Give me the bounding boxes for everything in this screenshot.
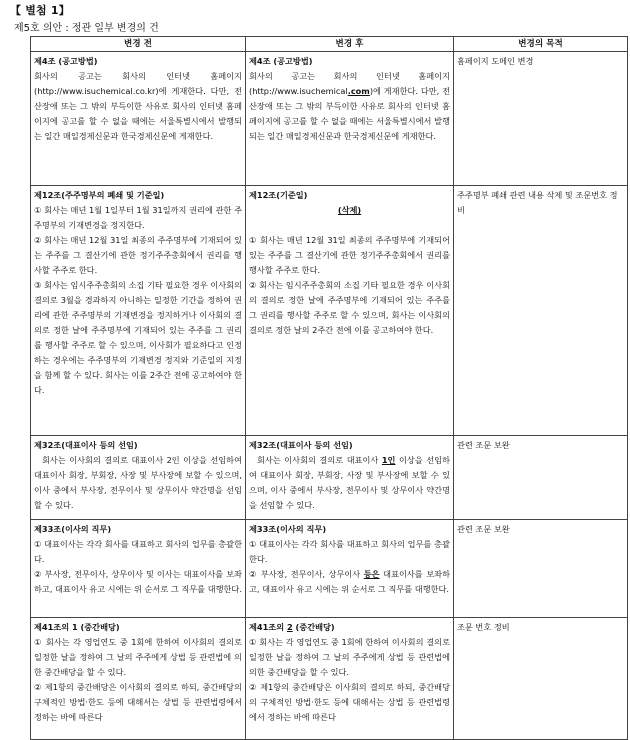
- cell-before: [31, 52, 246, 186]
- article-paragraph: ① 대표이사는 각각 회사를 대표하고 회사의 업무를 총괄한다.: [34, 539, 242, 564]
- changed-text: 2: [286, 622, 293, 632]
- article-title: 제33조(이사의 직무): [34, 524, 112, 534]
- cell-purpose: 관련 조문 보완: [454, 436, 628, 520]
- article-paragraph: [249, 567, 450, 597]
- article-paragraph: ② 회사는 임시주주총회의 소집 기타 필요한 경우 이사회의 결의로 정한 날에 주주명부에 기재되어 있는 주주를 그 권리를 행사할 주주로 할 수 있으며, 회사는 이사회의 결의로 정한 날의 2주간 전에 이를 공고하여야 한다.: [249, 280, 450, 335]
- article-paragraph: ① 회사는 매년 1월 1일부터 1월 31일까지 권리에 관한 주주명부의 기재변경을 정지한다.: [34, 205, 242, 230]
- cell-before: [31, 520, 246, 618]
- header-before: 변경 전: [31, 37, 246, 52]
- cell-before: [31, 186, 246, 436]
- article-paragraph: ① 회사는 매년 12월 31일 최종의 주주명부에 기재되어 있는 주주를 그 결산기에 관한 정기주주총회에서 권리를 행사할 주주로 한다.: [249, 235, 450, 275]
- cell-after: [246, 52, 454, 186]
- text-segment: 회사는 이사회의 결의로 대표이사: [257, 455, 382, 465]
- text-segment: 이상을 선임하여 대표이사 회장, 부회장, 사장 및 부사장에 보할 수 있으며, 이사 중에서 부사장, 전무이사 및 상무이사 약간명을 선임할 수 있다.: [249, 455, 450, 510]
- header-purpose: 변경의 목적: [454, 37, 628, 52]
- article-text: 회사는 이사회의 결의로 대표이사 2인 이상을 선임하여 대표이사 회장, 부회장, 사장 및 부사장에 보할 수 있으며, 이사 중에서 부사장, 전무이사 및 상무이사 약간명을 선임할 수 있다.: [34, 455, 242, 510]
- article-paragraph: ② 제1항의 중간배당은 이사회의 결의로 하되, 중간배당의 구체적인 방법·한도 등에 대해서는 상법 등 관련법령에서 정하는 바에 따른다: [249, 682, 450, 722]
- cell-after: [246, 436, 454, 520]
- cell-before: [31, 618, 246, 740]
- amendment-comparison-table: [30, 36, 628, 740]
- cell-after: [246, 618, 454, 740]
- cell-purpose: 관련 조문 보완: [454, 520, 628, 618]
- article-paragraph: ① 회사는 각 영업연도 중 1회에 한하여 이사회의 결의로 일정한 날을 정하여 그 날의 주주에게 상법 등 관련법에 의한 중간배당을 할 수 있다.: [34, 637, 242, 677]
- cell-purpose: 홈페이지 도메인 변경: [454, 52, 628, 186]
- cell-purpose: 조문 번호 정비: [454, 618, 628, 740]
- table-row: [31, 618, 628, 740]
- article-paragraph: ③ 회사는 임시주주총회의 소집 기타 필요한 경우 이사회의 결의로 3월을 경과하지 아니하는 일정한 기간을 정하여 권리에 관한 주주명부의 기재변경을 정지하거나 이사회의 결의로 정한 날에 주주명부에 기재되어 있는 주주를 그 권리를 행사할 주주로 할 수 있으며, 이사회가 필요하다고 인정하는 경우에는 주주명부의 기재변경 정지와 기준일의 지정을 함께 할 수 있다. 회사는 이를 2주간 전에 공고하여야 한다.: [34, 280, 242, 395]
- article-title: 제12조(기준일): [249, 190, 308, 200]
- text-segment: ② 부사장, 전무이사, 상무이사: [249, 569, 364, 579]
- article-paragraph: ① 대표이사는 각각 회사를 대표하고 회사의 업무를 총괄한다.: [249, 539, 450, 564]
- article-paragraph: ② 부사장, 전무이사, 상무이사 및 이사는 대표이사를 보좌하고, 대표이사 유고 시에는 위 순서로 그 직무를 대행한다.: [34, 569, 242, 594]
- cell-purpose: 주주명부 폐쇄 관련 내용 삭제 및 조문번호 정비: [454, 186, 628, 436]
- changed-text: .com: [347, 86, 370, 96]
- article-paragraph: ① 회사는 각 영업연도 중 1회에 한하여 이사회의 결의로 일정한 날을 정하여 그 날의 주주에게 상법 등 관련법에 의한 중간배당을 할 수 있다.: [249, 637, 450, 677]
- article-title: 제32조(대표이사 등의 선임): [249, 440, 353, 450]
- article-title: 제4조 (공고방법): [34, 56, 98, 66]
- changed-text: 1인: [381, 455, 396, 465]
- article-title: 제4조 (공고방법): [249, 56, 313, 66]
- article-text: 회사의 공고는 회사의 인터넷 홈페이지 (http://www.isuchemical.co.kr)에 게재한다. 다만, 전산장애 또는 그 밖의 부득이한 사유로 회사의 인터넷 홈페이지에 공고를 할 수 없을 때에는 서울특별시에서 발행되는 일간 매일경제신문과 한국경제신문에 게재한다.: [34, 71, 242, 141]
- text-segment: 제41조의: [249, 622, 287, 632]
- table-header-row: [31, 37, 628, 52]
- article-text: [249, 69, 450, 144]
- text-segment: 대표이사를 보좌하고, 대표이사 유고 시에는 위 순서로 그 직무를 대행한다.: [249, 569, 450, 594]
- article-title: 제32조(대표이사 등의 선임): [34, 440, 138, 450]
- article-title: 제12조(주주명부의 폐쇄 및 기준일): [34, 190, 165, 200]
- table-row: [31, 52, 628, 186]
- article-title: 제41조의 1 (중간배당): [34, 622, 120, 632]
- text-segment: )에 게재한다. 다만, 전산장애 또는 그 밖의 부득이한 사유로 회사의 인터넷 홈페이지에 공고를 할 수 없을 때에는 서울특별시에서 발행되는 일간 매일경제신문과 한국경제신문에 게재한다.: [249, 86, 450, 141]
- cell-before: [31, 436, 246, 520]
- cell-after: [246, 520, 454, 618]
- article-title: 제33조(이사의 직무): [249, 524, 327, 534]
- text-segment: 회사의 공고는 회사의 인터넷 홈페이지 (http://www.isuchemical: [249, 71, 450, 96]
- article-paragraph: ② 제1항의 중간배당은 이사회의 결의로 하되, 중간배당의 구체적인 방법·한도 등에 대해서는 상법 등 관련법령에서 정하는 바에 따른다: [34, 682, 242, 722]
- cell-after: [246, 186, 454, 436]
- changed-text: 등은: [363, 569, 380, 579]
- attachment-label: 【 별첨 1】: [10, 4, 70, 17]
- agenda-title: 제5호 의안 : 정관 일부 변경의 건: [14, 23, 159, 34]
- article-paragraph: ② 회사는 매년 12월 31일 최종의 주주명부에 기재되어 있는 주주를 그 결산기에 관한 정기주주총회에서 권리를 행사할 주주로 한다.: [34, 235, 242, 275]
- table-row: [31, 186, 628, 436]
- deleted-marker: (삭제): [337, 205, 362, 215]
- article-text: [249, 453, 450, 513]
- table-row: [31, 436, 628, 520]
- article-title: [249, 620, 450, 635]
- text-segment: (중간배당): [292, 622, 335, 632]
- header-after: 변경 후: [246, 37, 454, 52]
- table-row: [31, 520, 628, 618]
